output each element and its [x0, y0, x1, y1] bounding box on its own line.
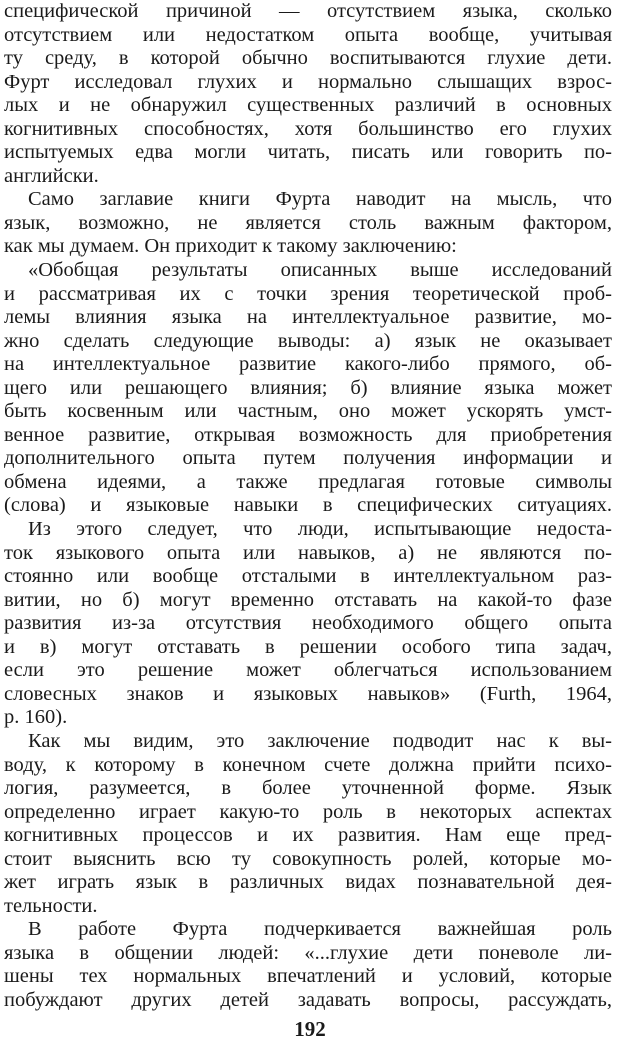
text-line: Само заглавие книги Фурта наводит на мысль, что — [28, 188, 612, 211]
text-line: как мы думаем. Он приходит к такому заключению: — [4, 235, 457, 258]
text-line: стоит выяснить всю ту совокупность ролей, которые мо- — [4, 847, 612, 870]
text-line: Фурт исследовал глухих и нормально слышащих взрос- — [4, 70, 612, 93]
text-line: стоянно или вообще отсталыми в интеллектуальном раз- — [4, 565, 612, 588]
text-line: быть косвенным или частным, оно может ускорять умст- — [4, 400, 612, 423]
text-line: тельности. — [4, 894, 98, 917]
text-line: когнитивных способностях, хотя большинство его глухих — [4, 117, 612, 140]
text-line: витии, но б) могут временно отставать на какой-то фазе — [4, 588, 612, 611]
text-line: Из этого следует, что люди, испытывающие недоста- — [28, 518, 612, 541]
text-line: язык, возможно, не является столь важным фактором, — [4, 211, 612, 234]
text-line: побуждают других детей задавать вопросы, рассуждать, — [4, 988, 612, 1011]
text-line: воду, к которому в конечном счете должна прийти психо- — [4, 753, 612, 776]
text-line: языка в общении людей: «...глухие дети поневоле ли- — [4, 941, 612, 964]
text-line: венное развитие, открывая возможность для приобретения — [4, 423, 612, 446]
text-line: и в) могут отставать в решении особого типа задач, — [4, 635, 612, 658]
text-line: шены тех нормальных впечатлений и условий, которые — [4, 965, 612, 988]
text-line: (слова) и языковые навыки в специфических ситуациях. — [4, 494, 612, 517]
text-line: словесных знаков и языковых навыков» (Furth, 1964, — [4, 682, 612, 705]
text-line: отсутствием или недостатком опыта вообще, учитывая — [4, 23, 612, 46]
text-line: лых и не обнаружил существенных различий в основных — [4, 94, 612, 117]
text-line: обмена идеями, а также предлагая готовые символы — [4, 470, 612, 493]
text-line: определенно играет какую-то роль в некоторых аспектах — [4, 800, 612, 823]
text-line: жно сделать следующие выводы: а) язык не оказывает — [4, 329, 612, 352]
text-line: р. 160). — [4, 706, 68, 729]
body-text — [4, 0, 612, 1013]
text-line: В работе Фурта подчеркивается важнейшая роль — [28, 918, 612, 941]
text-line: жет играть язык в различных видах познавательной дея- — [4, 871, 612, 894]
page-number: 192 — [294, 1017, 326, 1041]
text-line: дополнительного опыта путем получения информации и — [4, 447, 612, 470]
text-line: ток языкового опыта или навыков, а) не являются по- — [4, 541, 612, 564]
text-line: испытуемых едва могли читать, писать или говорить по- — [4, 141, 612, 164]
text-line: английски. — [4, 164, 99, 187]
text-line: ту среду, в которой обычно воспитываются глухие дети. — [4, 47, 612, 70]
text-line: Как мы видим, это заключение подводит нас к вы- — [28, 729, 612, 752]
text-line: на интеллектуальное развитие какого-либо прямого, об- — [4, 353, 612, 376]
text-line: щего или решающего влияния; б) влияние языка может — [4, 376, 612, 399]
text-line: если это решение может облегчаться использованием — [4, 659, 612, 682]
text-line: логия, разумеется, в более уточненной форме. Язык — [4, 777, 612, 800]
text-line: развития из-за отсутствия необходимого общего опыта — [4, 612, 612, 635]
text-line: специфической причиной — отсутствием языка, сколько — [4, 0, 612, 22]
text-line: лемы влияния языка на интеллектуальное развитие, мо- — [4, 306, 612, 329]
text-line: и рассматривая их с точки зрения теоретической проб- — [4, 282, 612, 305]
text-line: когнитивных процессов и их развития. Нам еще пред- — [4, 824, 612, 847]
text-line: «Обобщая результаты описанных выше исследований — [28, 259, 612, 282]
